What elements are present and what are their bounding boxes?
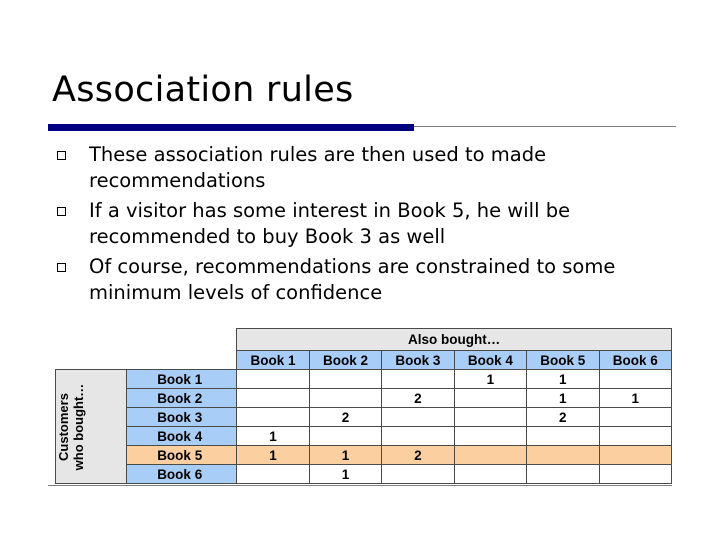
table-cell [599, 408, 672, 427]
column-header: Book 6 [599, 351, 672, 370]
column-header: Book 1 [237, 351, 309, 370]
square-bullet-icon [57, 151, 66, 160]
table-cell: 2 [527, 408, 599, 427]
table-spacer [48, 427, 56, 446]
table-corner [48, 329, 237, 351]
square-bullet-icon [57, 263, 66, 272]
column-header: Book 5 [527, 351, 599, 370]
table-cell [237, 389, 309, 408]
table-corner [48, 351, 237, 370]
table-spacer [48, 446, 56, 465]
table-cell: 1 [237, 427, 309, 446]
side-header-line: who bought… [71, 383, 87, 470]
table-spacer [48, 465, 56, 484]
table-cell: 1 [599, 389, 672, 408]
table-cell: 1 [309, 465, 381, 484]
row-header: Book 3 [127, 408, 237, 427]
bullet-item [54, 198, 694, 250]
table-cell [527, 465, 599, 484]
table-cell [454, 389, 526, 408]
table-spacer [48, 370, 56, 389]
table-cell-highlighted: 1 [309, 446, 381, 465]
bullet-text: These association rules are then used to made recommendations [89, 143, 547, 192]
title-underline-accent [48, 124, 414, 131]
also-bought-header: Also bought… [237, 329, 672, 351]
table-cell [527, 427, 599, 446]
bullet-text: Of course, recommendations are constrained to some minimum levels of confidence [89, 255, 616, 304]
bullet-item [54, 254, 694, 306]
table-cell [237, 370, 309, 389]
bullet-item [54, 142, 694, 194]
co-purchase-table [48, 328, 672, 488]
bullet-list [54, 142, 694, 310]
table-cell-highlighted [599, 446, 672, 465]
table-cell-highlighted [527, 446, 599, 465]
table-cell [599, 465, 672, 484]
table-spacer [48, 408, 56, 427]
table-cell: 1 [527, 389, 599, 408]
table-cell [454, 465, 526, 484]
slide-title: Association rules [52, 70, 354, 110]
table-cell-highlighted: 2 [382, 446, 454, 465]
table-cell [382, 427, 454, 446]
title-underline-rule [414, 126, 676, 127]
table-cell: 1 [454, 370, 526, 389]
customers-who-bought-header [56, 370, 127, 484]
bullet-text: If a visitor has some interest in Book 5, he will be recommended to buy Book 3 as well [89, 199, 571, 248]
table-cell [309, 389, 381, 408]
table-cell [237, 408, 309, 427]
co-purchase-grid [48, 328, 672, 484]
table-cell [454, 427, 526, 446]
row-header: Book 1 [127, 370, 237, 389]
table-cell: 2 [382, 389, 454, 408]
table-bottom-rule [48, 485, 672, 486]
table-cell [454, 408, 526, 427]
column-header: Book 4 [454, 351, 526, 370]
table-cell [382, 408, 454, 427]
square-bullet-icon [57, 207, 66, 216]
table-cell: 2 [309, 408, 381, 427]
row-header-highlighted: Book 5 [127, 446, 237, 465]
table-cell [599, 370, 672, 389]
table-cell-highlighted [454, 446, 526, 465]
table-cell [309, 370, 381, 389]
table-cell [309, 427, 381, 446]
table-cell [382, 465, 454, 484]
table-cell: 1 [527, 370, 599, 389]
side-header-line: Customers [56, 392, 72, 461]
table-cell [382, 370, 454, 389]
row-header: Book 2 [127, 389, 237, 408]
column-header: Book 3 [382, 351, 454, 370]
table-spacer [48, 389, 56, 408]
column-header: Book 2 [309, 351, 381, 370]
row-header: Book 4 [127, 427, 237, 446]
row-header: Book 6 [127, 465, 237, 484]
table-cell-highlighted: 1 [237, 446, 309, 465]
table-cell [599, 427, 672, 446]
table-cell [237, 465, 309, 484]
